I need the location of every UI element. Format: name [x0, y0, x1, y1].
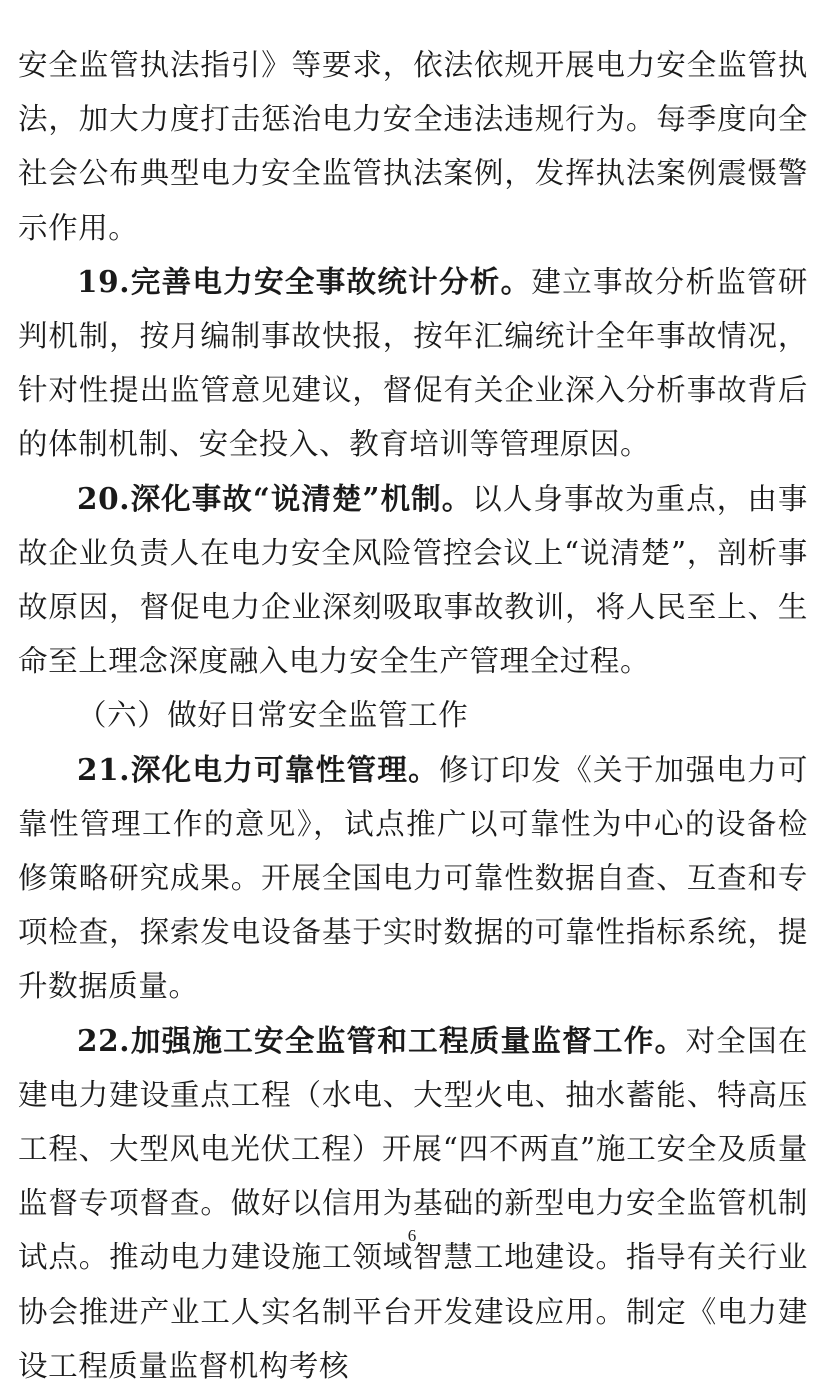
- paragraph-body: 安全监管执法指引》等要求，依法依规开展电力安全监管执法，加大力度打击惩治电力安全违法违规行为。每季度向全社会公布典型电力安全监管执法案例，发挥执法案例震慑警示作用。: [18, 48, 808, 245]
- item-heading: 19.完善电力安全事故统计分析。: [77, 263, 532, 299]
- item-heading: 21.深化电力可靠性管理。: [77, 751, 439, 787]
- item-heading: 20.深化事故“说清楚”机制。: [77, 480, 473, 516]
- paragraph-body: 对全国在建电力建设重点工程（水电、大型火电、抽水蓄能、特高压工程、大型风电光伏工程）开展“四不两直”施工安全及质量监督专项督查。做好以信用为基础的新型电力安全监管机制试点。推动电力建设施工领域智慧工地建设。指导有关行业协会推进产业工人实名制平台开发建设应用。制定《电力建设工程质量监督机构考核: [18, 1023, 808, 1383]
- page-number: 6: [407, 1226, 417, 1245]
- document-page: [18, 38, 808, 1393]
- item-heading: 22.加强施工安全监管和工程质量监督工作。: [77, 1022, 686, 1058]
- section-subheading: [18, 688, 808, 742]
- paragraph-body: 以人身事故为重点，由事故企业负责人在电力安全风险管控会议上“说清楚”，剖析事故原因，督促电力企业深刻吸取事故教训，将人民至上、生命至上理念深度融入电力安全生产管理全过程。: [18, 481, 808, 679]
- paragraph-continuation: [18, 38, 808, 255]
- paragraph-body: 修订印发《关于加强电力可靠性管理工作的意见》，试点推广以可靠性为中心的设备检修策略研究成果。开展全国电力可靠性数据自查、互查和专项检查，探索发电设备基于实时数据的可靠性指标系统，提升数据质量。: [18, 752, 809, 1004]
- paragraph-item-21: [18, 743, 808, 1014]
- paragraph-item-20: [18, 472, 808, 689]
- paragraph-item-22: [18, 1014, 808, 1393]
- paragraph-body: 建立事故分析监管研判机制，按月编制事故快报，按年汇编统计全年事故情况，针对性提出监管意见建议，督促有关企业深入分析事故背后的体制机制、安全投入、教育培训等管理原因。: [18, 264, 808, 462]
- paragraph-item-19: [18, 255, 808, 472]
- subheading-text: （六）做好日常安全监管工作: [77, 698, 469, 733]
